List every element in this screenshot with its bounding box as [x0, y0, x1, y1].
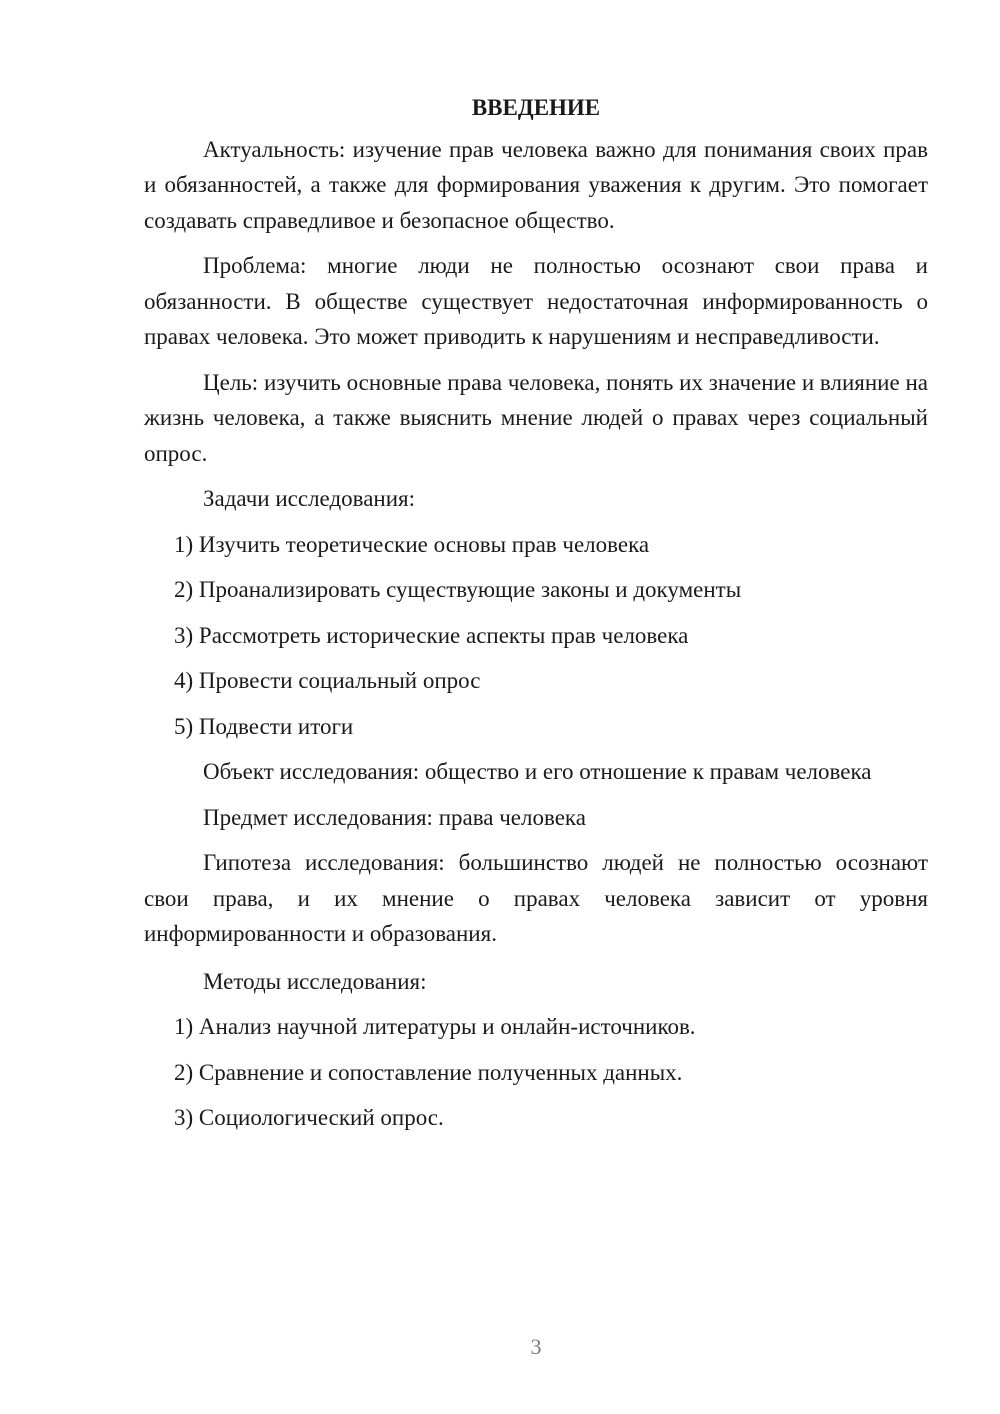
research-object: Объект исследования: общество и его отношение к правам человека: [203, 759, 872, 784]
relevance-paragraph: Актуальность: изучение прав человека важно для понимания своих прав и обязанностей, а также для формирования уважения к другим. Это помогает создавать справедливое и безопасное общество.: [144, 136, 928, 233]
section-heading: ВВЕДЕНИЕ: [471, 95, 601, 120]
task-item-5: 5) Подвести итоги: [174, 713, 354, 739]
document-body: [144, 90, 928, 1146]
research-subject: Предмет исследования: права человека: [203, 804, 586, 830]
goal-paragraph: Цель: изучить основные права человека, понять их значение и влияние на жизнь человека, а также выяснить мнение людей о правах через социальный опрос.: [144, 369, 928, 466]
tasks-title: Задачи исследования:: [203, 486, 416, 511]
task-item-4: 4) Провести социальный опрос: [174, 668, 481, 693]
method-item-1: 1) Анализ научной литературы и онлайн-источников.: [174, 1014, 696, 1039]
task-item-3: 3) Рассмотреть исторические аспекты прав человека: [174, 622, 689, 648]
hypothesis-paragraph: Гипотеза исследования: большинство людей не полностью осознают свои права, и их мнение о правах человека зависит от уровня информированности и образования.: [144, 850, 928, 946]
task-item-1: 1) Изучить теоретические основы прав человека: [174, 531, 650, 557]
task-item-2: 2) Проанализировать существующие законы и документы: [174, 577, 742, 602]
page-number: 3: [530, 1334, 542, 1359]
method-item-2: 2) Сравнение и сопоставление полученных данных.: [174, 1059, 683, 1085]
method-item-3: 3) Социологический опрос.: [174, 1105, 444, 1130]
methods-title: Методы исследования:: [203, 968, 427, 994]
problem-paragraph: Проблема: многие люди не полностью осознают свои права и обязанности. В обществе существует недостаточная информированность о правах человека. Это может приводить к нарушениям и несправедливости.: [144, 253, 928, 349]
